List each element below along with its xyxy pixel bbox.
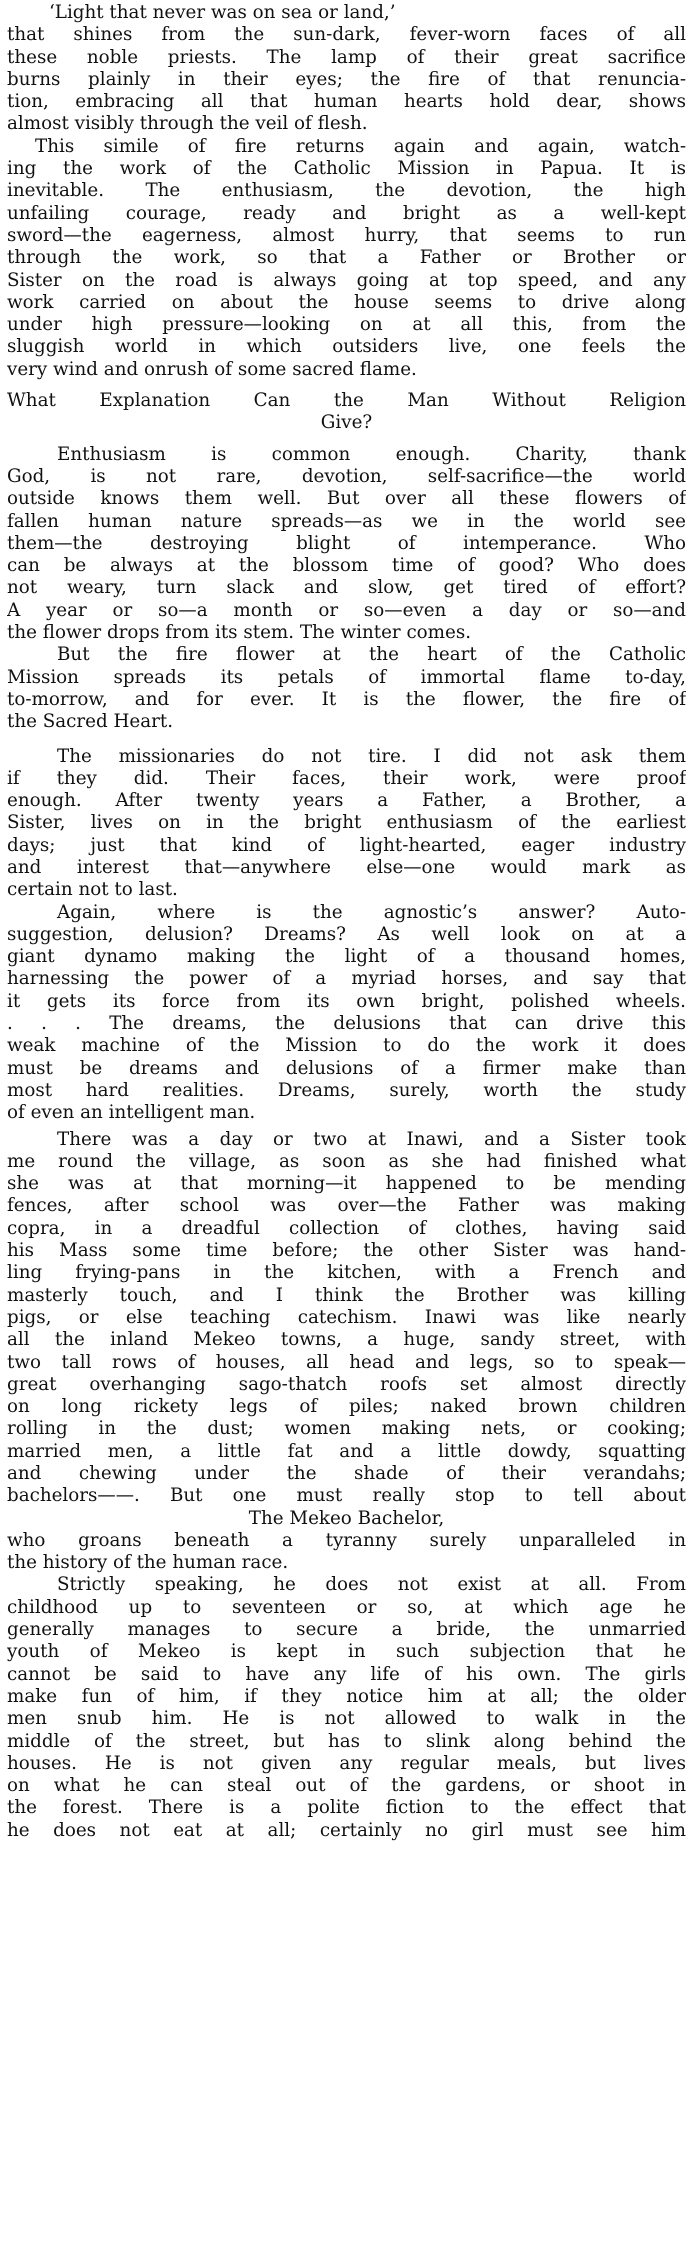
paragraph-strictly-speaking — [7, 1574, 686, 1842]
paragraph-agnostic — [7, 902, 686, 1125]
paragraph-simile-of-fire — [7, 136, 686, 381]
text-line: Enthusiasm is common enough. Charity, thank — [57, 443, 686, 465]
section-heading — [7, 390, 686, 435]
subheading-line: The Mekeo Bachelor, — [248, 1507, 445, 1529]
text-line: youth of Mekeo is kept in such subjection that he — [7, 1641, 686, 1663]
paragraph-quote-light — [7, 2, 686, 136]
text-line: through the work, so that a Father or Brother or — [7, 247, 686, 269]
text-line: it gets its force from its own bright, polished wheels. — [7, 990, 686, 1012]
text-line: ling frying-pans in the kitchen, with a French and — [7, 1262, 686, 1284]
text-line: burns plainly in their eyes; the fire of that renuncia- — [7, 68, 686, 90]
heading-line: What Explanation Can the Man Without Religion — [7, 390, 686, 412]
text-line: fences, after school was over—the Father was making — [7, 1195, 686, 1217]
text-line: But the fire flower at the heart of the Catholic — [57, 644, 686, 666]
text-line: middle of the street, but has to slink along behind the — [7, 1730, 686, 1752]
text-line: very wind and onrush of some sacred flame. — [7, 358, 417, 380]
text-line: on what he can steal out of the gardens, or shoot in — [7, 1775, 686, 1797]
text-line: fallen human nature spreads—as we in the world see — [7, 510, 686, 532]
text-line: ing the work of the Catholic Mission in Papua. It is — [7, 158, 686, 180]
text-line: the history of the human race. — [7, 1552, 289, 1574]
text-line: the Sacred Heart. — [7, 711, 174, 733]
text-line: bachelors——. But one must really stop to tell about — [7, 1485, 686, 1507]
text-line: copra, in a dreadful collection of clothes, having said — [7, 1217, 686, 1239]
text-line: almost visibly through the veil of flesh. — [7, 113, 368, 135]
text-line: This simile of fire returns again and again, watch- — [35, 135, 686, 157]
text-line: on long rickety legs of piles; naked brown children — [7, 1396, 686, 1418]
text-line: masterly touch, and I think the Brother was killing — [7, 1284, 686, 1306]
text-line: under high pressure—looking on at all this, from the — [7, 314, 686, 336]
text-line: the flower drops from its stem. The winter comes. — [7, 622, 472, 644]
text-line: Sister on the road is always going at top speed, and any — [7, 269, 686, 291]
text-line: his Mass some time before; the other Sister was hand- — [7, 1240, 686, 1262]
text-line: that shines from the sun-dark, fever-worn faces of all — [7, 24, 686, 46]
paragraph-inawi-village — [7, 1129, 686, 1508]
text-line: the forest. There is a polite fiction to the effect that — [7, 1797, 686, 1819]
text-line: great overhanging sago-thatch roofs set almost directly — [7, 1373, 686, 1395]
text-line: sword—the eagerness, almost hurry, that seems to run — [7, 224, 686, 246]
text-line: Again, where is the agnostic’s answer? Auto- — [57, 901, 686, 923]
text-line: generally manages to secure a bride, the unmarried — [7, 1619, 686, 1641]
text-line: weak machine of the Mission to do the work it does — [7, 1035, 686, 1057]
text-line: make fun of him, if they notice him at all; the older — [7, 1685, 686, 1707]
text-line: Sister, lives on in the bright enthusiasm of the earliest — [7, 812, 686, 834]
text-line: harnessing the power of a myriad horses, and say that — [7, 968, 686, 990]
text-line: outside knows them well. But over all these flowers of — [7, 488, 686, 510]
text-line: The missionaries do not tire. I did not ask them — [57, 745, 686, 767]
text-line: married men, a little fat and a little dowdy, squatting — [7, 1440, 686, 1462]
text-line: if they did. Their faces, their work, were proof — [7, 767, 686, 789]
text-line: ‘Light that never was on sea or land,’ — [49, 2, 396, 23]
text-line: pigs, or else teaching catechism. Inawi was like nearly — [7, 1306, 686, 1328]
text-line: sluggish world in which outsiders live, one feels the — [7, 336, 686, 358]
text-line: he does not eat at all; certainly no girl must see him — [7, 1819, 686, 1841]
text-line: tion, embracing all that human hearts hold dear, shows — [7, 91, 686, 113]
text-line: and interest that—anywhere else—one would mark as — [7, 856, 686, 878]
text-line: rolling in the dust; women making nets, or cooking; — [7, 1418, 686, 1440]
text-line: giant dynamo making the light of a thousand homes, — [7, 946, 686, 968]
text-line: Strictly speaking, he does not exist at all. From — [57, 1574, 686, 1596]
paragraph-fire-flower — [7, 644, 686, 733]
text-line: can be always at the blossom time of good? Who does — [7, 555, 686, 577]
paragraph-missionaries — [7, 746, 686, 902]
text-line: certain not to last. — [7, 879, 178, 901]
text-line: all the inland Mekeo towns, a huge, sandy street, with — [7, 1329, 686, 1351]
text-line: childhood up to seventeen or so, at which age he — [7, 1596, 686, 1618]
text-line: enough. After twenty years a Father, a Brother, a — [7, 790, 686, 812]
text-line: who groans beneath a tyranny surely unparalleled in — [7, 1529, 686, 1551]
text-line: houses. He is not given any regular meals, but lives — [7, 1752, 686, 1774]
subheading-mekeo-bachelor — [7, 1508, 686, 1530]
heading-line: Give? — [320, 412, 373, 434]
text-line: cannot be said to have any life of his own. The girls — [7, 1663, 686, 1685]
paragraph-enthusiasm — [7, 444, 686, 645]
text-line: of even an intelligent man. — [7, 1102, 256, 1124]
text-line: two tall rows of houses, all head and legs, so to speak— — [7, 1351, 686, 1373]
text-line: she was at that morning—it happened to be mending — [7, 1173, 686, 1195]
text-line: these noble priests. The lamp of their great sacrifice — [7, 46, 686, 68]
text-line: suggestion, delusion? Dreams? As well look on at a — [7, 923, 686, 945]
text-line: unfailing courage, ready and bright as a well-kept — [7, 202, 686, 224]
text-line: inevitable. The enthusiasm, the devotion, the high — [7, 180, 686, 202]
text-line: them—the destroying blight of intemperance. Who — [7, 532, 686, 554]
text-line: A year or so—a month or so—even a day or so—and — [7, 599, 686, 621]
text-line: . . . The dreams, the delusions that can drive this — [7, 1013, 686, 1035]
text-line: There was a day or two at Inawi, and a Sister took — [57, 1128, 686, 1150]
text-line: not weary, turn slack and slow, get tired of effort? — [7, 577, 686, 599]
text-line: men snub him. He is not allowed to walk in the — [7, 1708, 686, 1730]
text-line: Mission spreads its petals of immortal flame to-day, — [7, 666, 686, 688]
text-line: most hard realities. Dreams, surely, worth the study — [7, 1079, 686, 1101]
text-line: to-morrow, and for ever. It is the flower, the fire of — [7, 688, 686, 710]
text-line: days; just that kind of light-hearted, eager industry — [7, 834, 686, 856]
paragraph-groans — [7, 1530, 686, 1575]
text-line: and chewing under the shade of their verandahs; — [7, 1463, 686, 1484]
text-line: must be dreams and delusions of a firmer make than — [7, 1057, 686, 1079]
text-line: work carried on about the house seems to drive along — [7, 291, 686, 313]
text-line: me round the village, as soon as she had finished what — [7, 1150, 686, 1172]
text-line: God, is not rare, devotion, self-sacrifice—the world — [7, 465, 686, 487]
